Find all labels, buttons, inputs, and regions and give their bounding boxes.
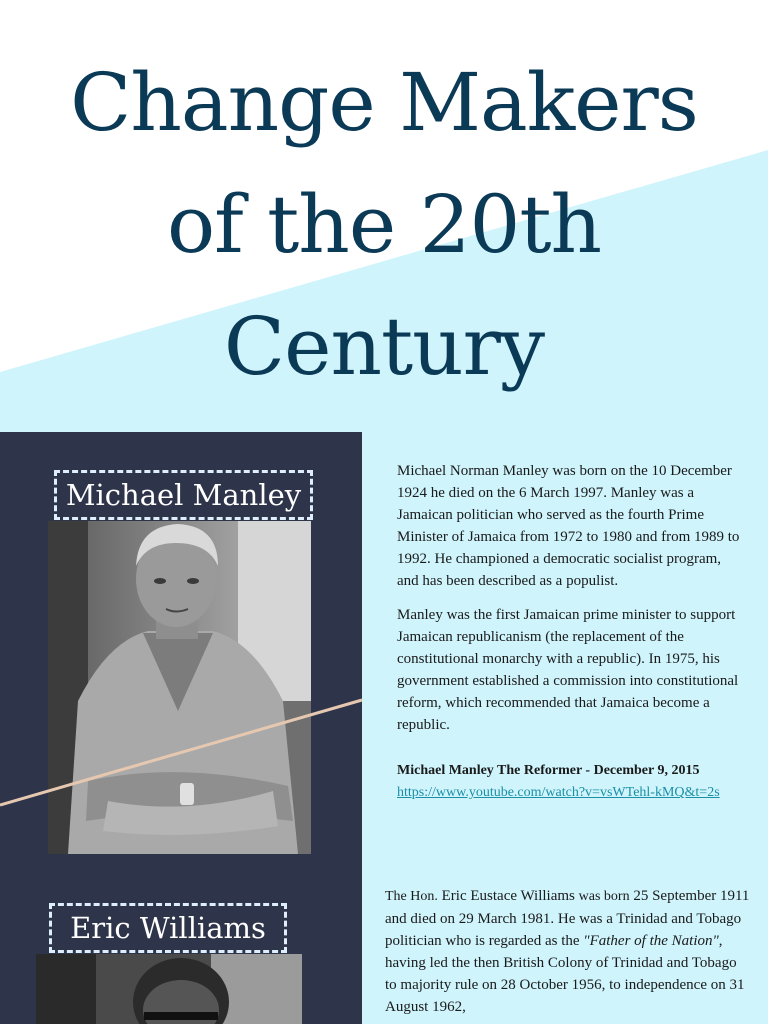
manley-paragraph-2: Manley was the first Jamaican prime minister to support Jamaican republicanism (the replacement of the constitutional monarchy with a republic). In 1975, his government established a commission into constitutional reform, which recommended that Jamaica become a republic. bbox=[397, 607, 739, 733]
williams-portrait-illustration bbox=[36, 954, 302, 1024]
title-line-1: Change Makers bbox=[70, 56, 698, 149]
williams-text-1: 25 September 1911 and died on 29 March 1981. He was a Trinidad and Tobago politician who is regarded as the bbox=[385, 888, 750, 949]
manley-name-box bbox=[54, 470, 313, 520]
williams-name-box bbox=[49, 903, 287, 953]
williams-prefix: The Hon. bbox=[385, 889, 438, 904]
williams-photo bbox=[36, 954, 302, 1024]
manley-photo bbox=[48, 521, 311, 854]
williams-text bbox=[385, 885, 750, 1030]
williams-was-born: was born bbox=[578, 889, 630, 904]
manley-paragraph-1: Michael Norman Manley was born on the 10 December 1924 he died on the 6 March 1997. Manley was a Jamaican politician who served as the fourth Prime Minister of Jamaica from 1972 to 1980 and from 1989 to 1992. He championed a democratic socialist program, and has been described as a populist. bbox=[397, 463, 740, 589]
williams-full-name: Eric Eustace Williams bbox=[441, 888, 575, 904]
williams-quote: "Father of the Nation" bbox=[583, 933, 719, 949]
williams-paragraph bbox=[385, 885, 750, 1018]
portrait-illustration bbox=[48, 521, 311, 854]
title-line-3: Century bbox=[223, 300, 545, 393]
williams-text-2: , having led the then British Colony of Trinidad and Tobago to majority rule on 28 October 1956, to independence on 31 August 1962, bbox=[385, 933, 745, 1015]
manley-text bbox=[397, 460, 742, 804]
williams-name: Eric Williams bbox=[70, 911, 266, 945]
manley-reference-link[interactable]: https://www.youtube.com/watch?v=vsWTehl-kMQ&t=2s bbox=[397, 785, 720, 800]
manley-name: Michael Manley bbox=[65, 478, 302, 512]
title-line-2: of the 20th bbox=[166, 178, 602, 271]
page-title bbox=[0, 42, 768, 408]
manley-reference-title: Michael Manley The Reformer - December 9, 2015 bbox=[397, 763, 700, 778]
